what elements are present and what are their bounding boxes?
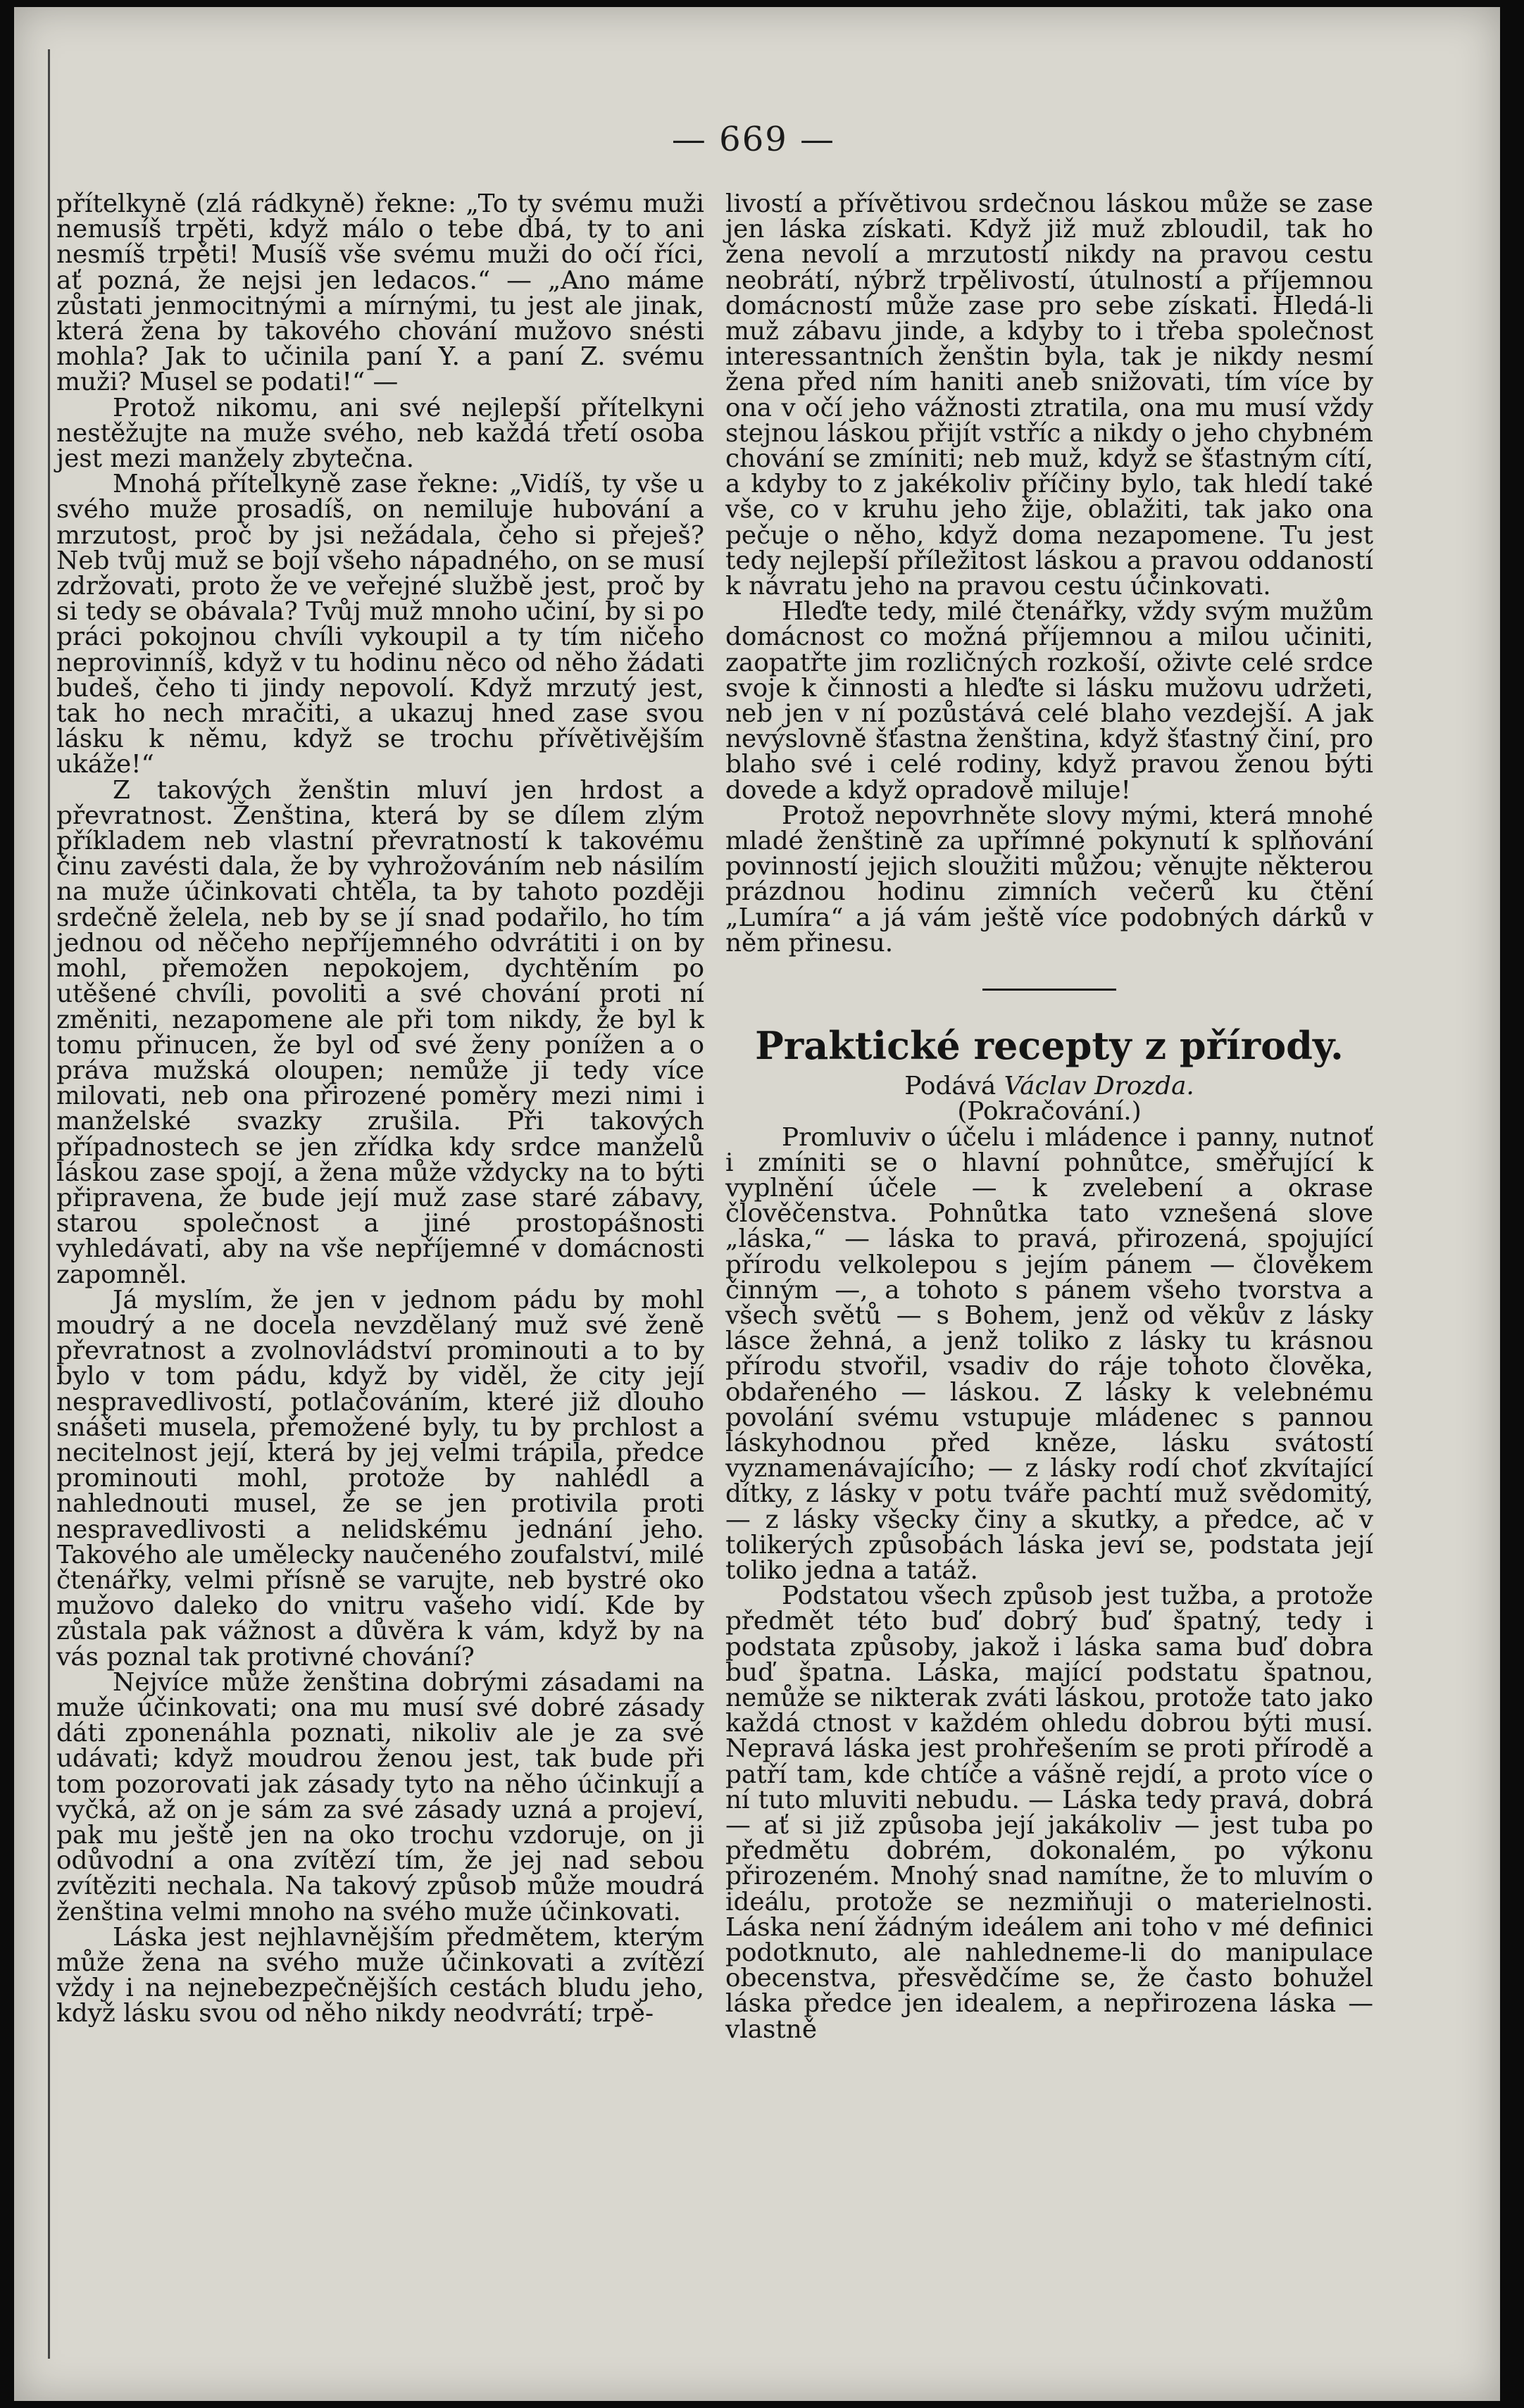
page-number: — 669 — (671, 120, 836, 159)
left-paragraph-1: přítelkyně (zlá rádkyně) řekne: „To ty svému muži nemusíš trpěti, když málo o tebe dbá, ty to ani nesmíš trpěti! Musíš vše svému muži do očí říci, ať pozná, že nejsi jen ledacos.“ — „Ano máme zůstati jenmocitnými a mírnými, tu jest ale jinak, která žena by takového chování mužovo snésti mohla? Jak to učinila paní Y. a paní Z. svému muži? Musel se podati!“ — (56, 189, 704, 397)
right-paragraph-4: Promluviv o účelu i mládence i panny, nutnoť i zmíniti se o hlavní pohnůtce, směřující k vyplnění účele — k zvelebení a okrase člověčenstva. Pohnůtka tato vznešená slove „láska,“ — láska to pravá, přirozená, spojující přírodu velkolepou s jejím pánem — člověkem činným —, a tohoto s pánem všeho tvorstva a všech světů — s Bohem, jenž od věkův z lásky lásce žehná, a jenž toliko z lásky tu krásnou přírodu stvořil, vsadiv do ráje tohoto člověka, obdařeného — láskou. Z lásky k velebnému povolání svému vstupuje mládenec s pannou láskyhodnou před kněze, lásku svátostí vyznamenávajícího; — z lásky rodí choť zkvítající dítky, z lásky v potu tváře pachtí muž svědomitý, — z lásky všecky činy a skutky, a předce, ač v tolikerých způsobách láska jeví se, podstata její toliko jedna a tatáž. (725, 1122, 1373, 1585)
section-divider (982, 989, 1116, 991)
left-paragraph-2: Protož nikomu, ani své nejlepší přítelkyni nestěžujte na muže svého, neb každá třetí osoba jest mezi manžely zbytečna. (56, 393, 704, 474)
byline-prefix: Podává (904, 1072, 997, 1101)
left-paragraph-3: Mnohá přítelkyně zase řekne: „Vidíš, ty vše u svého muže prosadíš, on nemiluje hubování a mrzutost, proč by jsi nežádala, čeho si přeješ? Neb tvůj muž se bojí všeho nápadného, on se musí zdržovati, proto že ve veřejné službě jest, proč by si tedy se obávala? Tvůj muž mnoho učiní, by si po práci pokojnou chvíli vykoupil a ty tím ničeho neprovinníš, když v tu hodinu něco od něho žádati budeš, čeho ti jindy nepovolí. Když mrzutý jest, tak ho nech mračiti, a ukazuj hned zase svou lásku k němu, když se trochu přívětivějším ukáže!“ (56, 470, 704, 779)
left-paragraph-7: Láska jest nejhlavnějším předmětem, kterým může žena na svého muže účinkovati a zvítězí vždy i na nejnebezpečnějších cestách bludu jeho, když lásku svou od něho nikdy neodvrátí; trpě- (56, 1922, 704, 2028)
right-paragraph-1: livostí a přívětivou srdečnou láskou může se zase jen láska získati. Když již muž zbloudil, tak ho žena nevolí a mrzutostí nikdy na pravou cestu neobrátí, nýbrž trpělivostí, útulností a příjemnou domácností může zase pro sebe získati. Hledá-li muž zábavu jinde, a kdyby to i třeba společnost interessantních ženštin byla, tak je nikdy nesmí žena před ním haniti aneb snižovati, tím více by ona v očí jeho vážnosti ztratila, ona mu musí vždy stejnou láskou přijít vstříc a nikdy o jeho chybném chování se zmíniti; neb muž, když se šťastným cítí, a kdyby to z jakékoliv příčiny bylo, tak hledí také vše, co v kruhu jeho žije, oblažiti, tak jako ona pečuje o něho, když doma nezapomene. Tu jest tedy nejlepší příležitost láskou a pravou oddaností k návratu jeho na pravou cestu účinkovati. (725, 189, 1373, 601)
left-paragraph-6: Nejvíce může ženština dobrými zásadami na muže účinkovati; ona mu musí své dobré zásady dáti zponenáhla poznati, nikoliv ale je za své udávati; když moudrou ženou jest, tak bude při tom pozorovati jak zásady tyto na něho účinkují a vyčká, až on je sám za své zásady uzná a projeví, pak mu ještě jen na oko trochu vzdoruje, on ji odůvodní a ona zvítězí tím, že jej nad sebou zvítěziti nechala. Na takový způsob může moudrá ženština velmi mnoho na svého muže účinkovati. (56, 1667, 704, 1926)
right-column (725, 189, 1373, 2044)
section-title: Praktické recepty z přírody. (755, 1023, 1344, 1069)
right-paragraph-2: Hleďte tedy, milé čtenářky, vždy svým mužům domácnost co možná příjemnou a milou učiniti, zaopatřte jim rozličných rozkoší, oživte celé srdce svoje k činnosti a hleďte si lásku mužovu udržeti, neb jen v ní pozůstává celé blaho vezdejší. A jak nevýslovně šťastna ženština, když šťastný činí, pro blaho své i celé rodiny, když pravou ženou býti dovede a když opradově miluje! (725, 597, 1373, 805)
left-column (56, 189, 704, 2028)
left-paragraph-4: Z takových ženštin mluví jen hrdost a převratnost. Ženština, která by se dílem zlým příkladem neb vlastní převratností k takovému činu zavésti dala, že by vyhrožováním neb násilím na muže účinkovati chtěla, ta by tahoto později srdečně želela, neb by se jí snad podařilo, ho tím jednou od něčeho nepříjemného odvrátiti i on by mohl, přemožen nepokojem, dychtěním po utěšené chvíli, povoliti a své chování proti ní změniti, nezapomene ale při tom nikdy, že byl k tomu přinucen, že byl od své ženy ponížen a o práva mužská oloupen; nemůže ji tedy více milovati, neb ona přirozené poměry mezi nimi i manželské svazky zrušila. Při takových případnostech se jen zřídka kdy srdce manželů láskou zase spojí, a žena může vždycky na to býti připravena, že bude její muž zase staré zábavy, starou společnost a jiné prostopášnosti vyhledávati, aby na vše nepříjemné v domácnosti zapomněl. (56, 775, 704, 1289)
binding-edge-line (48, 49, 50, 2359)
left-paragraph-5: Já myslím, že jen v jednom pádu by mohl moudrý a ne docela nevzdělaný muž své ženě převratnost a zvolnovládství prominouti a to by bylo v tom pádu, když by viděl, že city její nespravedlivostí, potlačováním, které již dlouho snášeti musela, přemožené byly, tu by prchlost a necitelnost její, která by jej velmi trápila, předce prominouti mohl, protože by nahlédl a nahlednouti musel, že se jen protivila proti nespravedlivosti a nelidskému jednání jeho. Takového ale umělecky naučeného zoufalství, milé čtenářky, velmi přísně se varujte, neb bystré oko mužovo daleko do vnitru vašeho vidí. Kde by zůstala pak vážnost a důvěra k vám, když by na vás poznal tak protivné chování? (56, 1285, 704, 1672)
byline-author: Václav Drozda. (1004, 1072, 1194, 1101)
right-paragraph-3: Protož nepovrhněte slovy mými, která mnohé mladé ženštině za upřímné pokynutí k splňování povinností jejich sloužiti můžou; věnujte některou prázdnou hodinu zimních večerů ku čtění „Lumíra“ a já vám ještě více podobných dárků v něm přinesu. (725, 801, 1373, 958)
byline (725, 1074, 1373, 1099)
right-paragraph-5: Podstatou všech způsob jest tužba, a protože předmět této buď dobrý buď špatný, tedy i podstata způsoby, jakož i láska sama buď dobra buď špatna. Láska, mající podstatu špatnou, nemůže se nikterak zváti láskou, protože tato jako každá ctnost v každém ohledu dobrou býti musí. Nepravá láska jest prohřešením se proti přírodě a patří tam, kde chtíče a vášně rejdí, a proto více o ní tuto mluviti nebudu. — Láska tedy pravá, dobrá — ať si již způsoba její jakákoliv — jest tuba po předmětu dobrém, dokonalém, po výkonu přirozeném. Mnohý snad namítne, že to mluvím o ideálu, protože se nezmiňuji o materielnosti. Láska není žádným ideálem ani toho v mé definici podotknuto, ale nahledneme-li do manipulace obecenstva, přesvědčíme se, že často bohužel láska předce jen idealem, a nepřirozena láska — vlastně (725, 1581, 1373, 2044)
newspaper-page (14, 7, 1500, 2401)
continued-note: (Pokračování.) (957, 1097, 1142, 1127)
